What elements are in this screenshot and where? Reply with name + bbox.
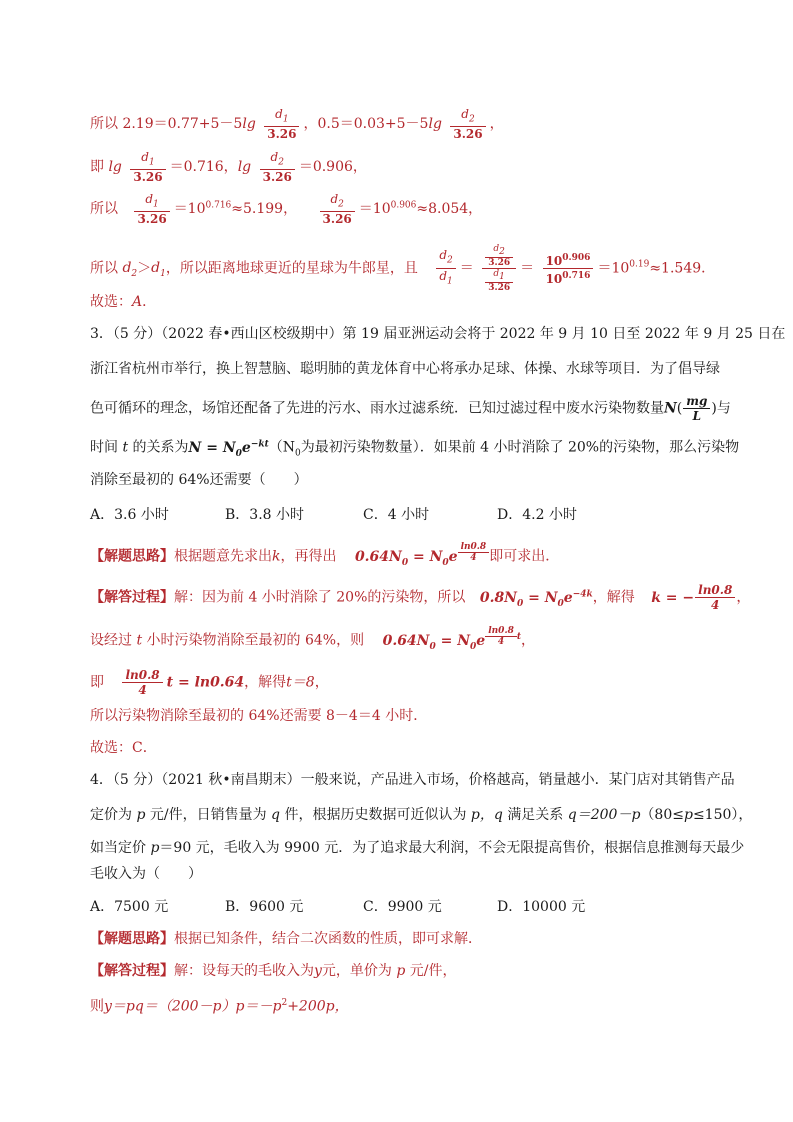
fraction-d1: $\frac{d_1}{3.26}$ xyxy=(264,107,299,141)
solution-line-4: 所以 $d_2>d_1$，所以距离地球更近的星球为牛郎星，且 $\frac{d_2}{d_1}$ ＝ $\frac{\frac{d_2}{3.26}}{\frac{d_1}{3.26}}$ ＝ $\frac{10^{0.906}}{10^{0.716}}$ $=10^{0.19}\approx 1.549$． xyxy=(90,244,716,293)
q4-option-d: D．10000 元 xyxy=(497,899,586,915)
q4-line-1: 4．（5 分）（2021 秋•南昌期末）一般来说，产品进入市场，价格越高，销量越小．某门店对其销售产品 xyxy=(90,772,735,788)
fraction-d2-over-d1: $\frac{d_2}{d_1}$ xyxy=(436,248,455,288)
q3-line-1: 3．（5 分）（2022 春•西山区校级期中）第 19 届亚洲运动会将于 2022 年 9 月 10 日至 2022 年 9 月 25 日在 xyxy=(90,326,786,342)
text: lg xyxy=(242,116,256,133)
q3-line-2: 浙江省杭州市举行，换上智慧脑、聪明肺的黄龙体育中心将承办足球、体操、水球等项目．为了倡导绿 xyxy=(90,361,720,377)
fraction-d1: $\frac{d_1}{3.26}$ xyxy=(134,192,169,226)
answer-prev: 故选：A． xyxy=(90,294,157,310)
q4-process-2: 则$y=pq=(200-p)p=-p^2+200p$， xyxy=(90,998,349,1015)
q3-option-d: D．4.2 小时 xyxy=(497,507,577,523)
text: 所以 2.19＝0.77+5－5 xyxy=(90,116,243,133)
q4-option-b: B．9600 元 xyxy=(225,899,304,915)
q4-option-c: C．9900 元 xyxy=(363,899,442,915)
fraction-d2: $\frac{d_2}{3.26}$ xyxy=(450,107,485,141)
q3-idea: 【解题思路】根据题意先求出k，再得出 $0.64N_0 = N_0e$ $^{\frac{\ln 0.8}{4}}$ 即可求出． xyxy=(90,542,560,568)
text: ，0.5＝0.03+5－5 xyxy=(303,116,429,133)
q4-process-1: 【解答过程】解：设每天的毛收入为y元，单价为 p 元/件， xyxy=(90,963,457,979)
q4-line-4: 毛收入为（ ） xyxy=(90,866,202,882)
q3-option-c: C．4 小时 xyxy=(363,507,430,523)
solution-line-1: 所以 2.19＝0.77+5－5lg $\frac{d_1}{3.26}$ ，0.5＝0.03+5－5lg $\frac{d_2}{3.26}$ ， xyxy=(90,107,504,142)
q3-line-3: 色可循环的理念，场馆还配备了先进的污水、雨水过滤系统．已知过滤过程中废水污染物数量N( $\frac{mg}{L}$ )与 xyxy=(90,394,731,423)
q4-option-a: A．7500 元 xyxy=(90,899,169,915)
q3-option-b: B．3.8 小时 xyxy=(225,507,305,523)
q4-line-3: 如当定价 p＝90 元，毛收入为 9900 元．为了追求最大利润，不会无限提高售价，根据信息推测每天最少 xyxy=(90,840,745,856)
text: lg xyxy=(428,116,442,133)
fraction-compound: $\frac{\frac{d_2}{3.26}}{\frac{d_1}{3.26}}$ xyxy=(482,244,516,293)
fraction-powers: $\frac{10^{0.906}}{10^{0.716}}$ xyxy=(543,251,594,286)
q4-line-2: 定价为 p 元/件，日销售量为 q 件，根据历史数据可近似认为 p，q 满足关系 q＝200－p（80≤p≤150）， xyxy=(90,807,753,823)
fraction-d2: $\frac{d_2}{3.26}$ xyxy=(320,192,355,226)
solution-line-3: 所以 $\frac{d_1}{3.26}$ $=10^{0.716}\approx 5.199$， $\frac{d_2}{3.26}$ $=10^{0.906}\approx 8.054$， xyxy=(90,192,483,227)
fraction-d1: $\frac{d_1}{3.26}$ xyxy=(130,150,165,184)
q3-process-3: 即 $\frac{\ln 0.8}{4}$ t = ln0.64，解得t＝8， xyxy=(90,668,329,697)
q3-option-a: A．3.6 小时 xyxy=(90,507,169,523)
q3-process-1: 【解答过程】解：因为前 4 小时消除了 20%的污染物，所以 $0.8N_0 = N_0e^{-4k}$，解得 k = − $\frac{\ln 0.8}{4}$ ， xyxy=(90,583,751,612)
q3-process-4: 所以污染物消除至最初的 64%还需要 8－4＝4 小时． xyxy=(90,708,428,724)
q4-idea: 【解题思路】根据已知条件，结合二次函数的性质，即可求解． xyxy=(90,931,482,947)
solution-line-2: 即 lg $\frac{d_1}{3.26}$ ＝0.716，lg $\frac{d_2}{3.26}$ ＝0.906， xyxy=(90,150,367,185)
fraction-d2: $\frac{d_2}{3.26}$ xyxy=(260,150,295,184)
q3-process-2: 设经过 t 小时污染物消除至最初的 64%，则 $0.64N_0 = N_0e$ $^{\frac{\ln 0.8}{4} t}$， xyxy=(90,626,536,652)
q3-answer: 故选：C． xyxy=(90,740,157,756)
q3-line-5: 消除至最初的 64%还需要（ ） xyxy=(90,472,308,488)
q3-line-4: 时间 t 的关系为$N = N_0e^{-kt}(N_0$为最初污染物数量）．如果前 4 小时消除了 20%的污染物，那么污染物 xyxy=(90,439,740,459)
